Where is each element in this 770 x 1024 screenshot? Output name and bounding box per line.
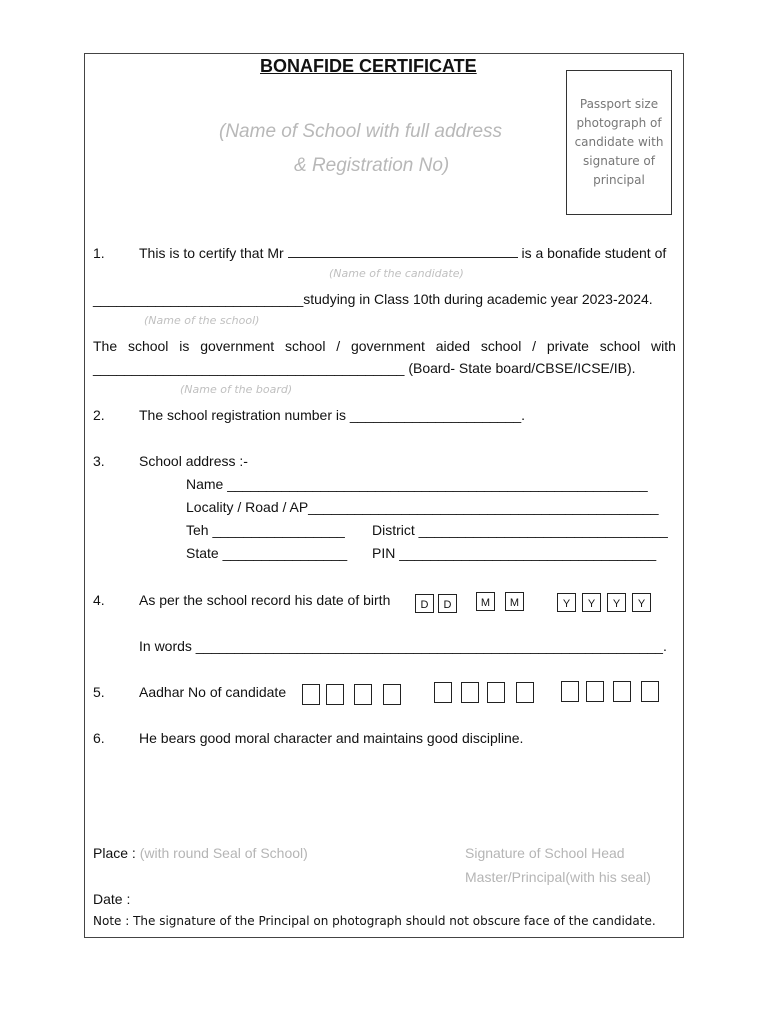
- school-hint: (Name of the school): [144, 314, 260, 327]
- date-label: Date :: [93, 891, 131, 907]
- item-number: 5.: [93, 684, 105, 700]
- word: school: [127, 338, 169, 354]
- school-name-placeholder: (Name of School with full address: [219, 121, 503, 142]
- word: with: [651, 338, 676, 354]
- address-pin-line[interactable]: PIN _________________________________: [372, 545, 657, 561]
- aadhar-digit-box[interactable]: [383, 684, 401, 705]
- word: school: [599, 338, 641, 354]
- dob-box-day[interactable]: D: [438, 594, 457, 613]
- address-teh-line[interactable]: Teh _________________: [186, 522, 345, 538]
- board-hint: (Name of the board): [180, 383, 293, 396]
- item-number: 1.: [93, 245, 105, 261]
- school-type-line: [93, 338, 676, 354]
- address-name-line[interactable]: Name ______________________________________________________: [186, 476, 648, 492]
- aadhar-digit-box[interactable]: [641, 681, 659, 702]
- aadhar-digit-box[interactable]: [487, 682, 505, 703]
- class-line: [93, 291, 653, 307]
- dob-box-day[interactable]: D: [415, 594, 434, 613]
- dob-box-year[interactable]: Y: [582, 593, 601, 612]
- aadhar-digit-box[interactable]: [586, 681, 604, 702]
- registration-number-line[interactable]: The school registration number is ______________________.: [139, 407, 526, 423]
- item-number: 6.: [93, 730, 105, 746]
- aadhar-digit-box[interactable]: [326, 684, 344, 705]
- word: private: [546, 338, 589, 354]
- footer-note: Note : The signature of the Principal on photograph should not obscure face of the candidate.: [93, 914, 656, 928]
- dob-box-year[interactable]: Y: [607, 593, 626, 612]
- item-number: 2.: [93, 407, 105, 423]
- school-name-blank[interactable]: ___________________________: [93, 291, 304, 307]
- board-line: [93, 360, 636, 376]
- aadhar-digit-box[interactable]: [561, 681, 579, 702]
- word: /: [532, 338, 537, 354]
- item-number: 4.: [93, 592, 105, 608]
- place-label: Place :: [93, 845, 136, 861]
- aadhar-digit-box[interactable]: [516, 682, 534, 703]
- word: government: [350, 338, 425, 354]
- item-number: 3.: [93, 453, 105, 469]
- aadhar-digit-box[interactable]: [613, 681, 631, 702]
- passport-photo-box: [566, 70, 672, 215]
- signature-label-line2: Master/Principal(with his seal): [465, 869, 651, 885]
- signature-label-line1: Signature of School Head: [465, 845, 625, 861]
- dob-box-year[interactable]: Y: [632, 593, 651, 612]
- place-hint: (with round Seal of School): [139, 845, 308, 861]
- board-name-blank[interactable]: ________________________________________: [93, 360, 405, 376]
- certify-text-end: is a bonafide student of: [521, 245, 667, 261]
- word: /: [336, 338, 341, 354]
- aadhar-label: Aadhar No of candidate: [139, 684, 287, 700]
- word: aided: [435, 338, 471, 354]
- aadhar-digit-box[interactable]: [354, 684, 372, 705]
- word: The: [93, 338, 118, 354]
- aadhar-digit-box[interactable]: [302, 684, 320, 705]
- certify-text: [139, 245, 666, 261]
- dob-in-words-line[interactable]: In words ____________________________________________________________.: [139, 638, 667, 654]
- word: government: [200, 338, 275, 354]
- address-state-line[interactable]: State ________________: [186, 545, 348, 561]
- school-registration-placeholder: & Registration No): [294, 155, 450, 176]
- dob-box-year[interactable]: Y: [557, 593, 576, 612]
- school-address-label: School address :-: [139, 453, 248, 469]
- class-text: studying in Class 10th during academic year 2023-2024.: [303, 291, 653, 307]
- aadhar-digit-box[interactable]: [461, 682, 479, 703]
- candidate-name-blank[interactable]: [288, 245, 518, 258]
- dob-label: As per the school record his date of birth: [139, 592, 391, 608]
- certify-text-start: This is to certify that Mr: [139, 245, 284, 261]
- aadhar-digit-box[interactable]: [434, 682, 452, 703]
- photo-box-label: Passport size photograph of candidate with signature of principal: [574, 97, 664, 187]
- word: school: [480, 338, 522, 354]
- address-district-line[interactable]: District ________________________________: [372, 522, 668, 538]
- word: is: [179, 338, 190, 354]
- address-locality-line[interactable]: Locality / Road / AP_____________________________________________: [186, 499, 659, 515]
- candidate-hint: (Name of the candidate): [329, 267, 464, 280]
- dob-box-month[interactable]: M: [476, 592, 495, 611]
- character-statement: He bears good moral character and maintains good discipline.: [139, 730, 524, 746]
- board-text: (Board- State board/CBSE/ICSE/IB).: [404, 360, 636, 376]
- place-line: [93, 845, 308, 861]
- word: school: [284, 338, 326, 354]
- certificate-title: BONAFIDE CERTIFICATE: [260, 56, 477, 76]
- dob-box-month[interactable]: M: [505, 592, 524, 611]
